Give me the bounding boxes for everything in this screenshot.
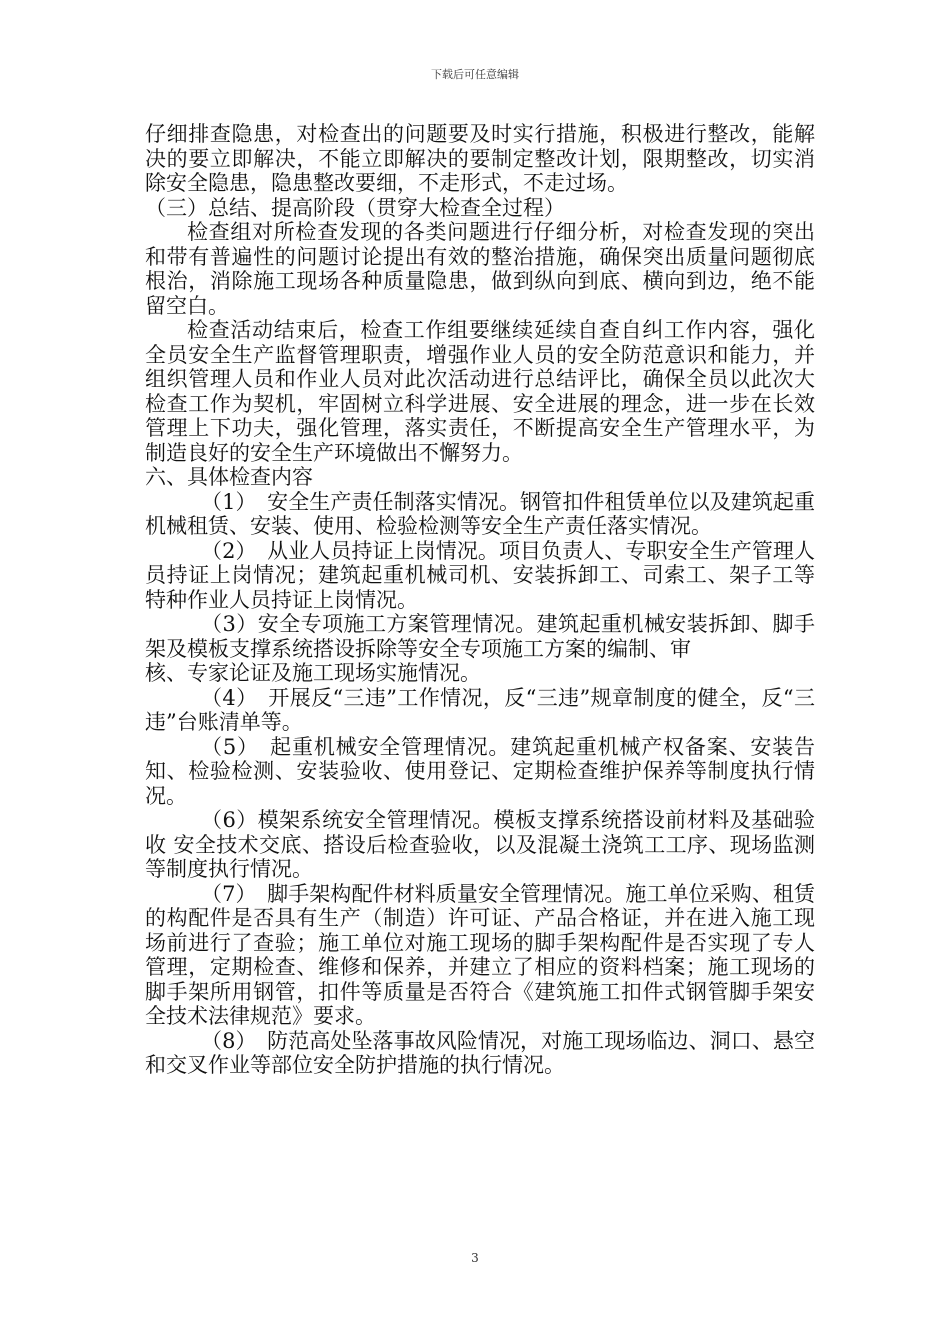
page-number: 3 (471, 1251, 479, 1265)
heading-inspection-content: 六、具体检查内容 (145, 465, 313, 489)
heading-summary-stage: （三）总结、提高阶段（贯穿大检查全过程） (145, 195, 565, 220)
page-header-note: 下载后可任意编辑 (431, 68, 519, 81)
item-1-responsibility: （1） 安全生产责任制落实情况。钢管扣件租赁单位以及建筑起重机械租赁、安装、使用、检验检测等安全生产责任落实情况。 (145, 489, 815, 538)
paragraph-hazard-rectification: 仔细排查隐患，对检查出的问题要及时实行措施，积极进行整改，能解决的要立即解决，不能立即解决的要制定整改计划，限期整改，切实消除安全隐患，隐患整改要细，不走形式，不走过场。 (145, 122, 815, 195)
item-6-formwork-system: （6）模架系统安全管理情况。模板支撑系统搭设前材料及基础验收 安全技术交底、搭设后检查验收，以及混凝土浇筑工工序、现场监测等制度执行情况。 (145, 808, 815, 881)
item-4-anti-violation: （4） 开展反“三违”工作情况，反“三违”规章制度的健全，反“三违”台账清单等。 (145, 685, 815, 734)
item-2-certification: （2） 从业人员持证上岗情况。项目负责人、专职安全生产管理人员持证上岗情况；建筑起重机械司机、安装拆卸工、司索工、架子工等特种作业人员持证上岗情况。 (145, 538, 815, 612)
item-3-continuation: 核、专家论证及施工现场实施情况。 (145, 661, 481, 685)
item-3-special-plan: （3）安全专项施工方案管理情况。建筑起重机械安装拆卸、脚手架及模板支撑系统搭设拆除等安全专项施工方案的编制、审 (145, 612, 815, 661)
item-8-fall-prevention: （8） 防范高处坠落事故风险情况，对施工现场临边、洞口、悬空和交叉作业等部位安全防护措施的执行情况。 (145, 1028, 815, 1077)
paragraph-analysis: 检查组对所检查发现的各类问题进行仔细分析，对检查发现的突出和带有普遍性的问题讨论提出有效的整治措施，确保突出质量问题彻底根治，消除施工现场各种质量隐患，做到纵向到底、横向到边，绝不能留空白。 (145, 220, 815, 318)
item-5-crane-management: （5） 起重机械安全管理情况。建筑起重机械产权备案、安装告知、检验检测、安装验收、使用登记、定期检查维护保养等制度执行情况。 (145, 734, 815, 808)
item-7-scaffold-materials: （7） 脚手架构配件材料质量安全管理情况。施工单位采购、租赁的构配件是否具有生产（制造）许可证、产品合格证，并在进入施工现场前进行了查验；施工单位对施工现场的脚手架构配件是否实现了专人管理，定期检查、维修和保养，并建立了相应的资料档案；施工现场的脚手架所用钢管，扣件等质量是否符合《建筑施工扣件式钢管脚手架安全技术法律规范》要求。 (145, 881, 815, 1028)
paragraph-after-inspection: 检查活动结束后，检查工作组要继续延续自查自纠工作内容，强化全员安全生产监督管理职责，增强作业人员的安全防范意识和能力，并组织管理人员和作业人员对此次活动进行总结评比，确保全员以此次大检查工作为契机，牢固树立科学进展、安全进展的理念，进一步在长效管理上下功夫，强化管理，落实责任，不断提高安全生产管理水平，为制造良好的安全生产环境做出不懈努力。 (145, 318, 815, 465)
document-body (145, 122, 815, 1078)
